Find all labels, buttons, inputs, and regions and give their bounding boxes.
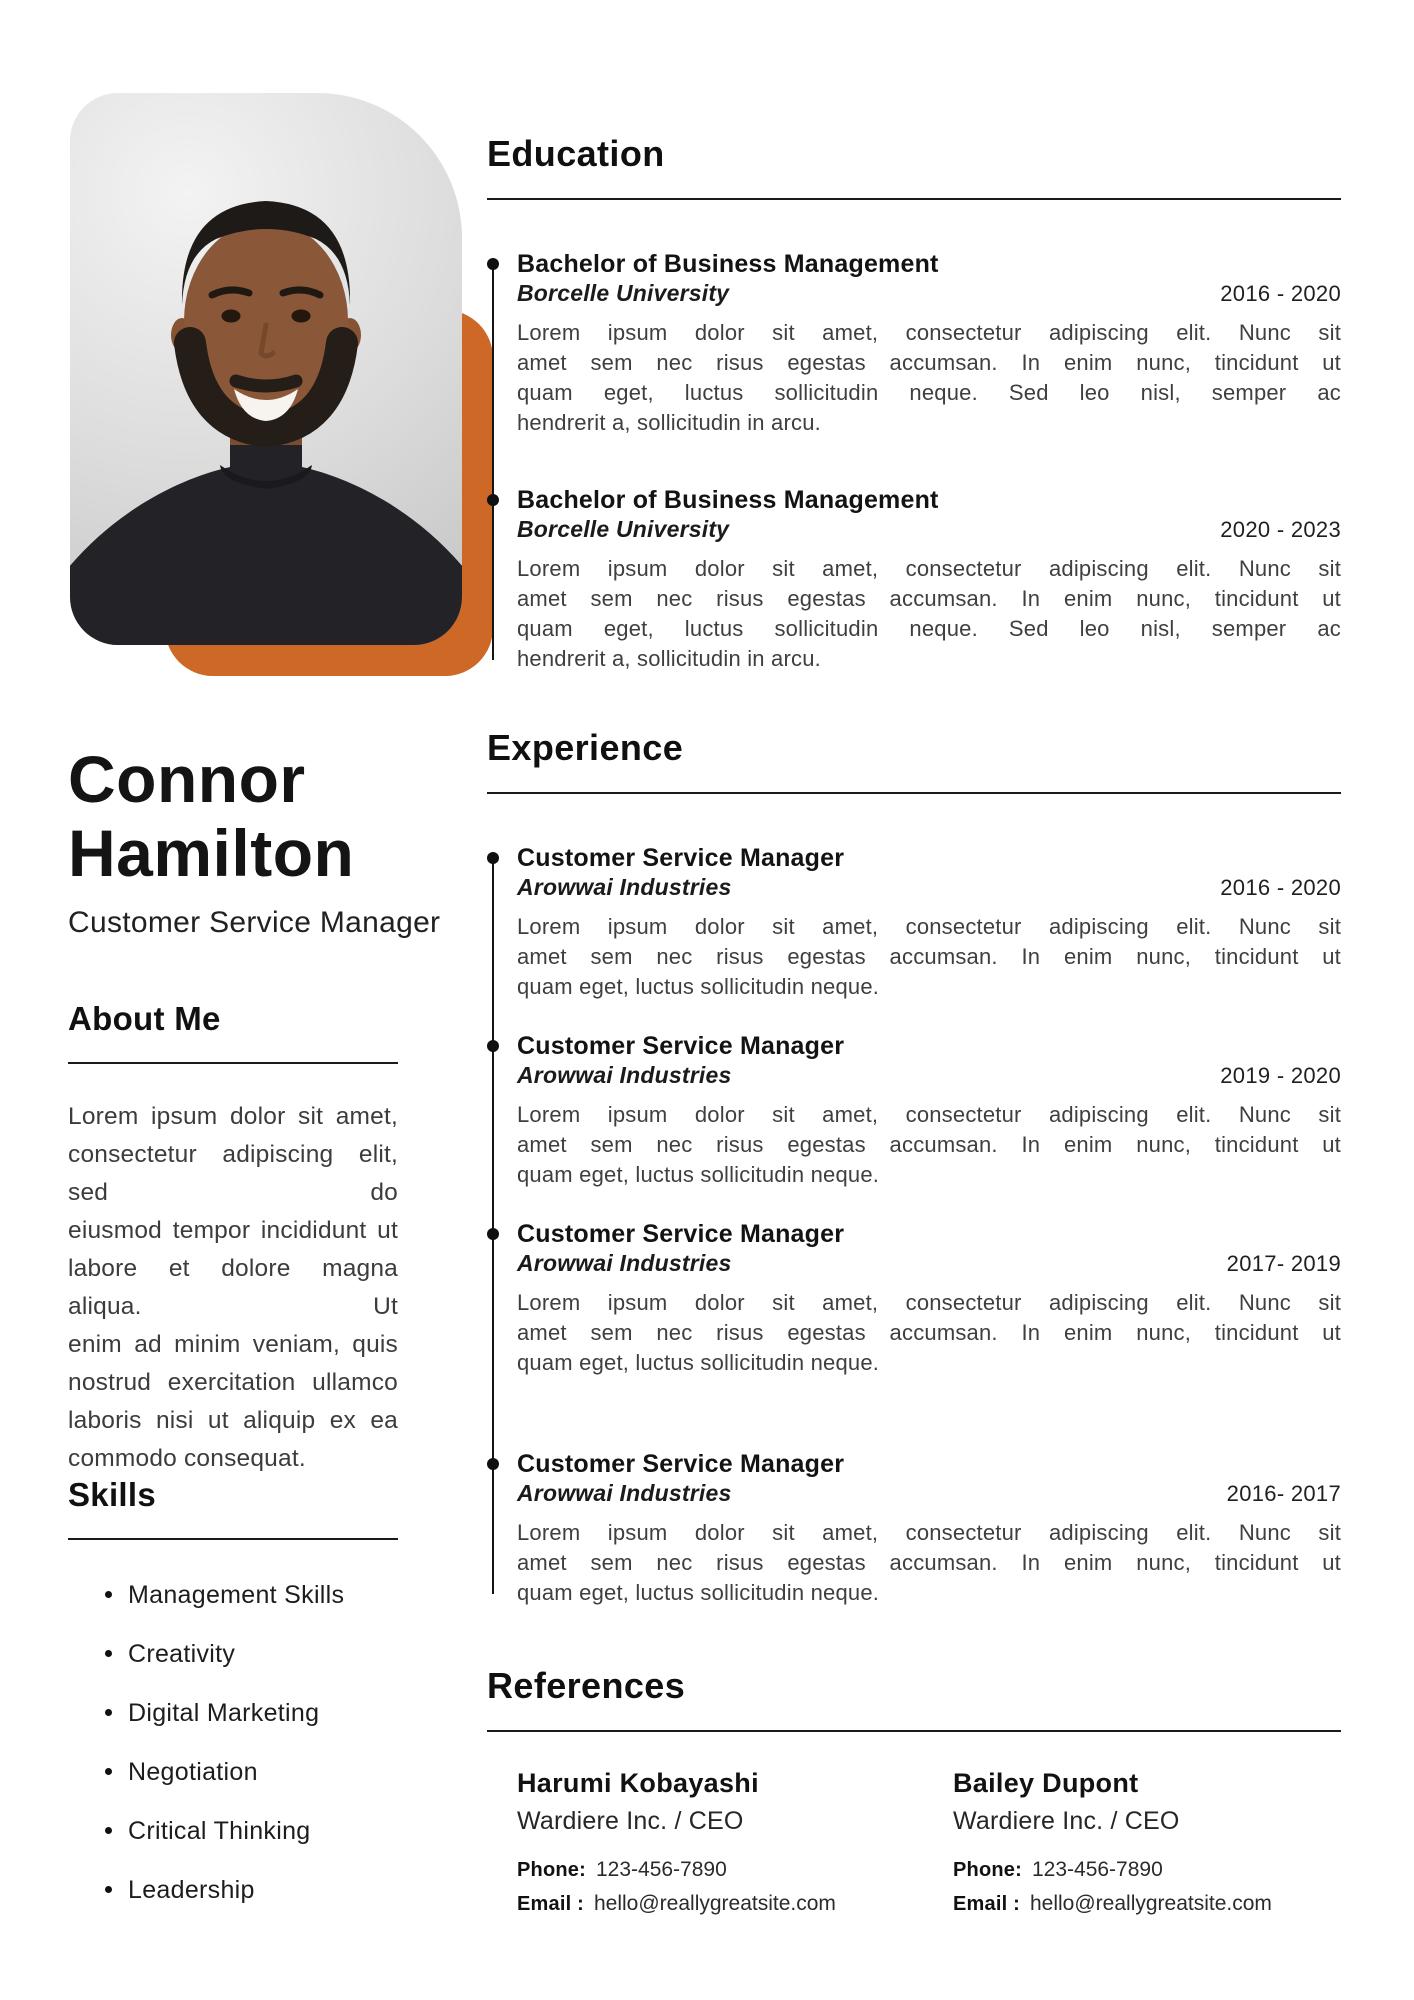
profile-photo-area [70, 93, 500, 683]
experience-description: Lorem ipsum dolor sit amet, consectetur adipiscing elit. Nunc sit amet sem nec risus egestas accumsan. In enim nunc, tincidunt ut quam eget, luctus sollicitudin neque. [517, 914, 1341, 999]
reference-card [953, 1766, 1341, 1916]
company-name: Arowwai Industries [517, 1480, 732, 1506]
experience-description: Lorem ipsum dolor sit amet, consectetur adipiscing elit. Nunc sit amet sem nec risus egestas accumsan. In enim nunc, tincidunt ut quam eget, luctus sollicitudin neque. [517, 1290, 1341, 1375]
company-name: Arowwai Industries [517, 1062, 732, 1088]
experience-description: Lorem ipsum dolor sit amet, consectetur adipiscing elit. Nunc sit amet sem nec risus egestas accumsan. In enim nunc, tincidunt ut quam eget, luctus sollicitudin neque. [517, 1102, 1341, 1187]
name-block [68, 742, 468, 940]
education-description: Lorem ipsum dolor sit amet, consectetur adipiscing elit. Nunc sit amet sem nec risus egestas accumsan. In enim nunc, tincidunt ut quam eget, luctus sollicitudin neque. Sed leo nisl, semper ac hendrerit a, sollicitudin in arcu. [517, 320, 1341, 435]
role-title: Customer Service Manager [517, 1032, 845, 1060]
about-heading: About Me [68, 998, 398, 1064]
references-heading: References [487, 1664, 1341, 1732]
education-description: Lorem ipsum dolor sit amet, consectetur adipiscing elit. Nunc sit amet sem nec risus egestas accumsan. In enim nunc, tincidunt ut quam eget, luctus sollicitudin neque. Sed leo nisl, semper ac hendrerit a, sollicitudin in arcu. [517, 556, 1341, 671]
experience-entry [487, 1218, 1341, 1378]
school-name: Borcelle University [517, 516, 730, 542]
experience-entry [487, 1030, 1341, 1190]
experience-dates: 2019 - 2020 [1220, 1063, 1341, 1088]
first-name: Connor [68, 742, 306, 816]
degree-title: Bachelor of Business Management [517, 486, 939, 514]
profile-photo [70, 93, 462, 645]
references-row [487, 1766, 1341, 1916]
experience-dates: 2016 - 2020 [1220, 875, 1341, 900]
education-entry [487, 248, 1341, 438]
email-value: hello@reallygreatsite.com [1029, 1892, 1272, 1915]
education-dates: 2016 - 2020 [1220, 281, 1341, 306]
person-portrait-illustration [70, 93, 462, 645]
about-text: Lorem ipsum dolor sit amet, consectetur adipiscing elit, sed do eiusmod tempor incididunt ut labore et dolore magna aliqua. Ut enim ad minim veniam, quis nostrud exercitation ullamco laboris nisi ut aliquip ex ea commodo consequat. [68, 1103, 398, 1472]
role-title: Customer Service Manager [517, 1450, 845, 1478]
skill-item: Leadership [68, 1875, 398, 1905]
experience-dates: 2016- 2017 [1226, 1481, 1341, 1506]
phone-value: 123-456-7890 [595, 1858, 727, 1881]
skill-item: Digital Marketing [68, 1698, 398, 1728]
experience-dates: 2017- 2019 [1226, 1251, 1341, 1276]
skill-item: Creativity [68, 1639, 398, 1669]
reference-role: Wardiere Inc. / CEO [953, 1807, 1180, 1835]
education-timeline [487, 248, 1341, 674]
skills-heading: Skills [68, 1474, 398, 1540]
phone-value: 123-456-7890 [1031, 1858, 1163, 1881]
experience-entry [487, 1448, 1341, 1608]
skill-item: Critical Thinking [68, 1816, 398, 1846]
company-name: Arowwai Industries [517, 874, 732, 900]
role-title: Customer Service Manager [517, 1220, 845, 1248]
experience-heading: Experience [487, 726, 1341, 794]
skills-list [68, 1580, 398, 1905]
education-entry [487, 484, 1341, 674]
degree-title: Bachelor of Business Management [517, 250, 939, 278]
main-column [487, 0, 1341, 1916]
skill-item: Negotiation [68, 1757, 398, 1787]
email-value: hello@reallygreatsite.com [593, 1892, 836, 1915]
education-heading: Education [487, 132, 1341, 200]
reference-name: Harumi Kobayashi [517, 1768, 759, 1798]
reference-role: Wardiere Inc. / CEO [517, 1807, 744, 1835]
phone-label: Phone: [953, 1859, 1022, 1881]
school-name: Borcelle University [517, 280, 730, 306]
job-title: Customer Service Manager [68, 906, 441, 939]
email-label: Email : [517, 1893, 584, 1915]
education-dates: 2020 - 2023 [1220, 517, 1341, 542]
skill-item: Management Skills [68, 1580, 398, 1610]
role-title: Customer Service Manager [517, 844, 845, 872]
reference-name: Bailey Dupont [953, 1768, 1139, 1798]
reference-card [517, 1766, 905, 1916]
experience-description: Lorem ipsum dolor sit amet, consectetur adipiscing elit. Nunc sit amet sem nec risus egestas accumsan. In enim nunc, tincidunt ut quam eget, luctus sollicitudin neque. [517, 1520, 1341, 1605]
email-label: Email : [953, 1893, 1020, 1915]
experience-timeline [487, 842, 1341, 1608]
last-name: Hamilton [68, 816, 355, 890]
about-section [68, 998, 398, 1478]
company-name: Arowwai Industries [517, 1250, 732, 1276]
experience-entry [487, 842, 1341, 1002]
phone-label: Phone: [517, 1859, 586, 1881]
skills-section [68, 1474, 398, 1934]
